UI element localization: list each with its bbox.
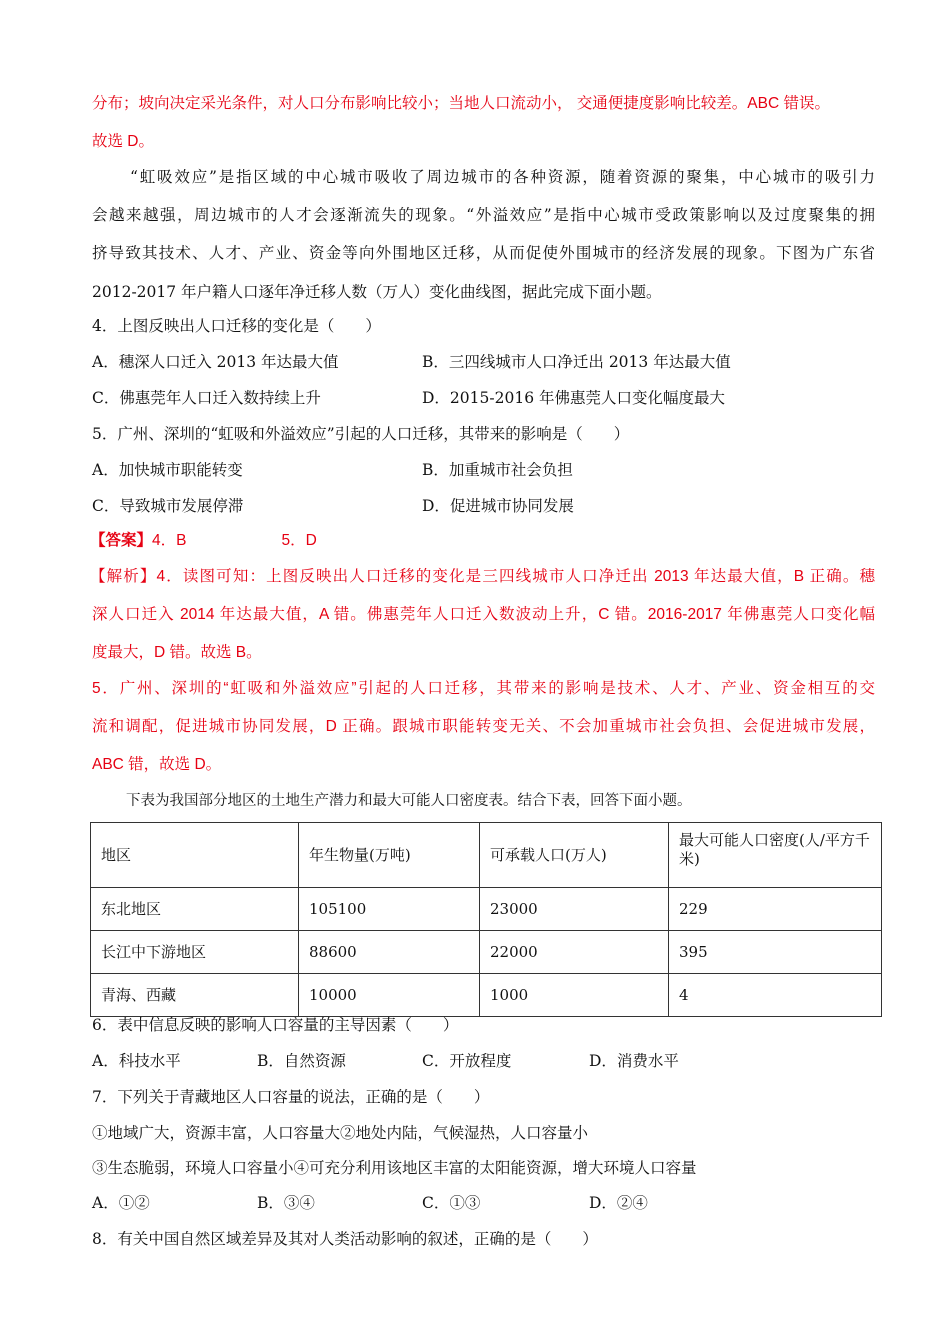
table-cell: 395 bbox=[669, 931, 882, 974]
table-cell: 4 bbox=[669, 974, 882, 1017]
q5-option-b: B．加重城市社会负担 bbox=[422, 461, 573, 479]
table-cell: 22000 bbox=[480, 931, 669, 974]
answer-label: 【答案】 bbox=[90, 532, 153, 549]
analysis-line: 【解析】4．读图可知：上图反映出人口迁移的变化是三四线城市人口净迁出 2013 年达最大值，B 正确。穗 bbox=[90, 568, 875, 585]
q6-option-a: A．科技水平 bbox=[92, 1052, 181, 1070]
question-8-stem: 8．有关中国自然区域差异及其对人类活动影响的叙述，正确的是（ ） bbox=[92, 1230, 598, 1248]
q7-option-c: C．①③ bbox=[422, 1194, 481, 1212]
table-row bbox=[91, 888, 882, 931]
table-header-cell: 可承载人口(万人) bbox=[480, 823, 669, 888]
question-5-stem: 5．广州、深圳的“虹吸和外溢效应”引起的人口迁移，其带来的影响是（ ） bbox=[92, 425, 630, 443]
table-cell: 1000 bbox=[480, 974, 669, 1017]
intro-paragraph-line: 2012-2017 年户籍人口逐年净迁移人数（万人）变化曲线图，据此完成下面小题。 bbox=[92, 283, 662, 301]
table-cell: 105100 bbox=[299, 888, 480, 931]
analysis-line: 深人口迁入 2014 年达最大值，A 错。佛惠莞年人口迁入数波动上升，C 错。2016-2017 年佛惠莞人口变化幅 bbox=[92, 606, 875, 623]
q7-option-d: D．②④ bbox=[589, 1194, 648, 1212]
intro-paragraph-line: 挤导致其技术、人才、产业、资金等向外围地区迁移，从而促使外围城市的经济发展的现象。下图为广东省 bbox=[92, 244, 875, 262]
prev-analysis-line: 分布；坡向决定采光条件，对人口分布影响比较小；当地人口流动小， 交通便捷度影响比较差。ABC 错误。 bbox=[92, 95, 830, 112]
table-cell: 10000 bbox=[299, 974, 480, 1017]
q6-option-d: D．消费水平 bbox=[589, 1052, 679, 1070]
intro-paragraph-line: “虹吸效应”是指区域的中心城市吸收了周边城市的各种资源，随着资源的聚集，中心城市的吸引力 bbox=[130, 168, 875, 186]
q4-option-d: D．2015-2016 年佛惠莞人口变化幅度最大 bbox=[422, 389, 725, 407]
answer-5: 5．D bbox=[281, 532, 317, 549]
q6-option-c: C．开放程度 bbox=[422, 1052, 512, 1070]
table-header-cell: 最大可能人口密度(人/平方千米) bbox=[669, 823, 882, 888]
table-cell: 东北地区 bbox=[91, 888, 299, 931]
question-6-stem: 6．表中信息反映的影响人口容量的主导因素（ ） bbox=[92, 1016, 459, 1034]
table-header-cell: 年生物量(万吨) bbox=[299, 823, 480, 888]
table-row bbox=[91, 974, 882, 1017]
analysis-line: ABC 错，故选 D。 bbox=[92, 756, 222, 773]
answer-4: 4．B bbox=[152, 532, 187, 549]
q5-option-a: A．加快城市职能转变 bbox=[92, 461, 243, 479]
table-cell: 229 bbox=[669, 888, 882, 931]
analysis-line: 流和调配，促进城市协同发展，D 正确。跟城市职能转变无关、不会加重城市社会负担、会促进城市发展， bbox=[92, 718, 875, 735]
analysis-line: 5．广州、深圳的“虹吸和外溢效应”引起的人口迁移，其带来的影响是技术、人才、产业、资金相互的交 bbox=[92, 680, 875, 697]
table-cell: 长江中下游地区 bbox=[91, 931, 299, 974]
q4-option-b: B．三四线城市人口净迁出 2013 年达最大值 bbox=[422, 353, 731, 371]
question-7-stem: 7．下列关于青藏地区人口容量的说法，正确的是（ ） bbox=[92, 1088, 490, 1106]
table-row bbox=[91, 931, 882, 974]
q6-option-b: B．自然资源 bbox=[257, 1052, 346, 1070]
q4-option-a: A．穗深人口迁入 2013 年达最大值 bbox=[92, 353, 339, 371]
q7-option-b: B．③④ bbox=[257, 1194, 315, 1212]
table-cell: 23000 bbox=[480, 888, 669, 931]
intro-paragraph-line: 会越来越强，周边城市的人才会逐渐流失的现象。“外溢效应”是指中心城市受政策影响以及过度聚集的拥 bbox=[92, 206, 875, 224]
q7-statement: ③生态脆弱，环境人口容量小④可充分利用该地区丰富的太阳能资源，增大环境人口容量 bbox=[92, 1159, 697, 1177]
q4-option-c: C．佛惠莞年人口迁入数持续上升 bbox=[92, 389, 321, 407]
answer-line bbox=[90, 531, 317, 551]
table-intro: 下表为我国部分地区的土地生产潜力和最大可能人口密度表。结合下表，回答下面小题。 bbox=[126, 793, 692, 809]
table-header-row bbox=[91, 823, 882, 888]
data-table bbox=[90, 822, 882, 1017]
prev-analysis-line: 故选 D。 bbox=[92, 133, 155, 150]
question-4-stem: 4．上图反映出人口迁移的变化是（ ） bbox=[92, 317, 381, 335]
table-cell: 88600 bbox=[299, 931, 480, 974]
q5-option-c: C．导致城市发展停滞 bbox=[92, 497, 244, 515]
q7-statement: ①地域广大，资源丰富，人口容量大②地处内陆，气候湿热，人口容量小 bbox=[92, 1124, 589, 1142]
table-cell: 青海、西藏 bbox=[91, 974, 299, 1017]
q7-option-a: A．①② bbox=[92, 1194, 150, 1212]
analysis-line: 度最大，D 错。故选 B。 bbox=[92, 644, 262, 661]
q5-option-d: D．促进城市协同发展 bbox=[422, 497, 574, 515]
table-header-cell: 地区 bbox=[91, 823, 299, 888]
